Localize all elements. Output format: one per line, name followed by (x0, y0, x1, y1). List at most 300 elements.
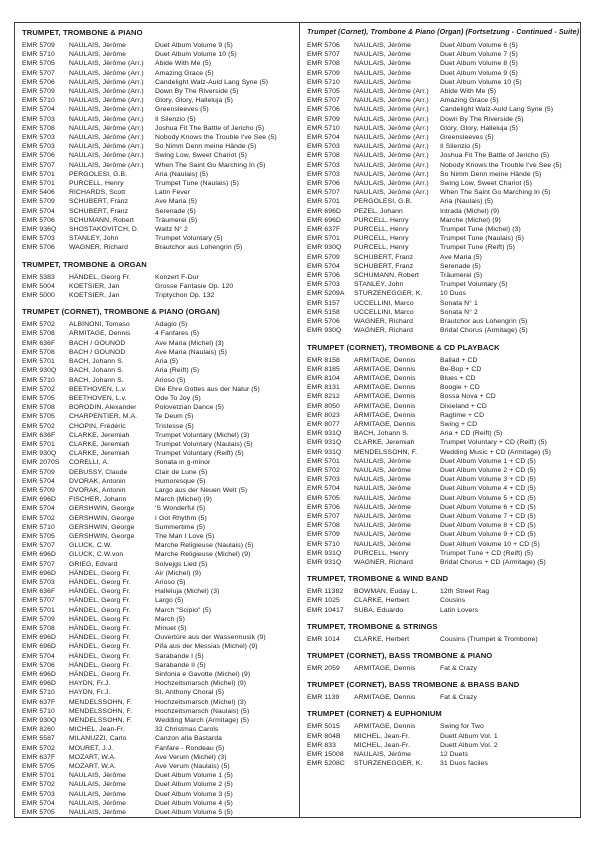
composer-name: HAYDN, Fr.J. (69, 689, 111, 697)
catalog-row (22, 394, 297, 403)
work-title: Latin Lovers (440, 606, 479, 614)
work-title: Duet Album Volume 9 + CD (5) (440, 531, 536, 539)
catalog-row (22, 587, 297, 596)
catalog-number: EMR 5708 (307, 522, 340, 530)
catalog-row (307, 289, 578, 298)
composer-name: MENDELSSOHN, F. (69, 717, 133, 725)
composer-name: BEETHOVEN, L.v. (69, 394, 127, 402)
catalog-number: EMR 5707 (22, 69, 55, 77)
work-title: Abide With Me (5) (155, 60, 212, 68)
work-title: Duet Album Volume 3 + CD (5) (440, 476, 536, 484)
work-title: 10 Duos (440, 290, 467, 298)
catalog-number: EMR 5383 (22, 273, 55, 281)
catalog-number: EMR 930Q (307, 327, 342, 335)
work-title: Il Silenzio (5) (155, 115, 196, 123)
catalog-number: EMR 5709 (22, 88, 55, 96)
composer-name: RICHARDS, Scott (69, 189, 126, 197)
composer-name: NAULAIS, Jérôme (Arr.) (69, 143, 144, 151)
catalog-row (307, 494, 578, 503)
work-title: Brautchor aus Lohengrin (5) (440, 318, 528, 326)
catalog-section (307, 343, 578, 568)
catalog-row (307, 197, 578, 206)
catalog-row (307, 41, 578, 50)
catalog-row (22, 550, 297, 559)
composer-name: CHOPIN, Frédéric (69, 422, 126, 430)
work-title: 4 Fanfares (5) (155, 330, 200, 338)
catalog-row (22, 105, 297, 114)
composer-name: MICHEL, Jean-Fr. (354, 732, 410, 740)
catalog-number: EMR 5701 (22, 606, 55, 614)
catalog-row (307, 69, 578, 78)
catalog-number: EMR 936Q (22, 226, 57, 234)
catalog-number: EMR 5000 (22, 292, 55, 300)
work-title: Intrada (Michel) (9) (440, 207, 500, 215)
catalog-row (307, 216, 578, 225)
catalog-number: EMR 5703 (22, 115, 55, 123)
catalog-row (22, 207, 297, 216)
catalog-number: EMR 696D (22, 551, 57, 559)
catalog-number: EMR 5710 (22, 51, 55, 59)
catalog-row (22, 366, 297, 375)
catalog-number: EMR 5709 (307, 115, 340, 123)
catalog-row (307, 741, 578, 750)
composer-name: GLUCK, C.W.von (69, 551, 124, 559)
work-title: Duet Album Volume 9 (5) (440, 69, 518, 77)
work-title: When The Saint Go Marching In (5) (155, 161, 266, 169)
catalog-number: EMR 5158 (307, 308, 340, 316)
work-title: Trumpet Voluntary (Naulais) (5) (155, 440, 253, 448)
composer-name: PURCELL, Henry (354, 549, 409, 557)
composer-name: STANLEY, John (69, 235, 119, 243)
catalog-number: EMR 8260 (22, 726, 55, 734)
work-title: Träumerei (5) (155, 216, 198, 224)
catalog-row (22, 725, 297, 734)
work-title: Duet Album Volume 5 (5) (155, 809, 233, 817)
composer-name: GERSHWIN, George (69, 532, 135, 540)
composer-name: SUBA, Eduardo (354, 606, 404, 614)
catalog-row (22, 670, 297, 679)
composer-name: HÄNDEL, Georg Fr. (69, 671, 131, 678)
catalog-number: EMR 804B (307, 732, 341, 740)
catalog-row (22, 170, 297, 179)
composer-name: HÄNDEL, Georg Fr. (69, 624, 131, 632)
work-title: Sonata N° 1 (440, 299, 478, 307)
work-title: Ave Maria (Naulais) (5) (155, 348, 228, 356)
catalog-row (307, 438, 578, 447)
catalog-row (22, 69, 297, 78)
work-title: Trumpet Voluntary (5) (155, 235, 223, 243)
catalog-row (22, 422, 297, 431)
catalog-row (22, 41, 297, 50)
catalog-row (307, 540, 578, 549)
catalog-number: EMR 5708 (307, 60, 340, 68)
work-title: Boogie + CD (440, 384, 480, 392)
catalog-number: EMR 5701 (22, 440, 55, 448)
work-title: Bridal Chorus + CD (Armitage) (5) (440, 558, 546, 566)
catalog-number: EMR 8050 (307, 402, 340, 410)
composer-name: PERGOLESI, G.B. (69, 170, 128, 178)
catalog-row (307, 96, 578, 105)
composer-name: NAULAIS, Jérôme (354, 78, 412, 86)
composer-name: GLUCK, C.W. (69, 542, 113, 550)
composer-name: NAULAIS, Jérôme (Arr.) (69, 60, 144, 68)
composer-name: ARMITAGE, Dennis (354, 356, 416, 364)
catalog-number: EMR 5710 (22, 376, 55, 384)
catalog-row (307, 326, 578, 335)
work-title: When The Saint Go Marching In (5) (440, 189, 551, 197)
section-header: TRUMPET (CORNET), BASS TROMBONE & PIANO (307, 650, 493, 660)
composer-name: SHOSTAKOVITCH, D. (69, 226, 139, 234)
catalog-row (22, 698, 297, 707)
catalog-number: EMR 5702 (22, 781, 55, 789)
composer-name: NAULAIS, Jérôme (354, 69, 412, 77)
composer-name: BACH / GOUNOD (69, 348, 126, 356)
work-title: Bossa Nova + CD (440, 393, 496, 401)
composer-name: FISCHER, Johann (69, 496, 127, 504)
catalog-number: EMR 5707 (307, 512, 340, 520)
composer-name: HÄNDEL, Georg Fr. (69, 643, 131, 651)
catalog-number: EMR 5705 (22, 809, 55, 817)
composer-name: NAULAIS, Jérôme (354, 540, 412, 548)
catalog-row (307, 142, 578, 151)
work-title: St. Anthony Choral (5) (155, 689, 225, 697)
work-title: Ave Verum (Naulais) (5) (155, 763, 230, 771)
work-title: Aria (Naulais) (5) (440, 198, 494, 206)
catalog-row (307, 280, 578, 289)
composer-name: NAULAIS, Jérôme (Arr.) (69, 106, 144, 114)
work-title: 12th Street Rag (440, 588, 490, 596)
work-title: Sarabande I (5) (155, 652, 204, 660)
composer-name: SCHUBERT, Franz (354, 262, 414, 270)
composer-name: MOZART, W.A. (69, 753, 117, 761)
composer-name: MILANUZZI, Carlo (69, 735, 127, 743)
work-title: Cousins (Trumpet & Trombone) (440, 635, 538, 643)
catalog-number: EMR 5704 (307, 485, 340, 493)
work-title: Duet Album Volume 10 + CD (5) (440, 540, 540, 548)
composer-name: HÄNDEL, Georg Fr. (69, 606, 131, 614)
catalog-row (22, 234, 297, 243)
catalog-number: EMR 5701 (22, 170, 55, 178)
composer-name: HÄNDEL, Georg Fr. (69, 615, 131, 623)
work-title: 31 Duos faciles (440, 760, 488, 768)
catalog-number: EMR 5705 (307, 494, 340, 502)
catalog-number: EMR 5704 (307, 134, 340, 142)
catalog-row (22, 412, 297, 421)
work-title: Serenade (5) (440, 262, 481, 270)
composer-name: WAGNER, Richard (354, 327, 414, 335)
section-header: TRUMPET, TROMBONE & PIANO (22, 28, 143, 37)
work-title: Amazing Grace (5) (155, 69, 214, 77)
catalog-row (307, 188, 578, 197)
catalog-number: EMR 5709 (22, 468, 55, 476)
catalog-number: EMR 5706 (307, 42, 340, 49)
composer-name: CLARKE, Jeremiah (69, 431, 130, 439)
composer-name: UCCELLINI, Marco (354, 308, 414, 316)
work-title: Trumpet Tune (Naulais) (5) (155, 180, 239, 188)
work-title: Sonata N° 2 (440, 308, 478, 316)
catalog-row (22, 376, 297, 385)
work-title: Duet Album Volume 8 + CD (5) (440, 522, 536, 530)
catalog-row (307, 299, 578, 308)
work-title: Marche Religieuse (Naulais) (5) (155, 542, 254, 550)
work-title: March "Scipio" (5) (155, 606, 212, 614)
catalog-row (307, 587, 578, 596)
catalog-row (307, 635, 578, 644)
work-title: Greensleeves (5) (155, 106, 209, 114)
composer-name: NAULAIS, Jérôme (354, 476, 412, 484)
catalog-row (22, 348, 297, 357)
catalog-number: EMR 5701 (22, 358, 55, 366)
composer-name: CLARKE, Herbert (354, 597, 410, 605)
catalog-row (307, 693, 578, 702)
catalog-row (307, 466, 578, 475)
composer-name: NAULAIS, Jérôme (354, 751, 412, 758)
catalog-row (22, 560, 297, 569)
composer-name: NAULAIS, Jérôme (Arr.) (354, 170, 429, 178)
work-title: Tristesse (5) (155, 422, 194, 430)
work-title: Solvejgs Lied (5) (155, 560, 208, 568)
section-header: TRUMPET (CORNET), TROMBONE & PIANO (ORGAN) (22, 307, 220, 317)
composer-name: MICHEL, Jean-Fr. (69, 726, 125, 734)
catalog-row (22, 799, 297, 808)
work-title: Canzon alla Bastarda (155, 735, 222, 743)
catalog-row (307, 420, 578, 429)
composer-name: HÄNDEL, Georg Fr. (69, 634, 131, 642)
catalog-section (307, 680, 578, 702)
catalog-row (307, 207, 578, 216)
composer-name: PURCELL, Henry (69, 180, 124, 188)
composer-name: WAGNER, Richard (69, 244, 129, 252)
catalog-row (307, 383, 578, 392)
catalog-row (22, 151, 297, 160)
work-title: Ave Maria (5) (440, 253, 482, 261)
catalog-row (307, 225, 578, 234)
catalog-row (22, 96, 297, 105)
catalog-number: EMR 5706 (22, 661, 55, 669)
catalog-row (22, 734, 297, 743)
catalog-row (22, 679, 297, 688)
catalog-number: EMR 5702 (22, 385, 55, 393)
section-header: TRUMPET (CORNET), TROMBONE & CD PLAYBACK (307, 342, 500, 352)
catalog-row (307, 484, 578, 493)
composer-name: NAULAIS, Jérôme (Arr.) (354, 152, 429, 160)
catalog-row (22, 633, 297, 642)
catalog-number: EMR 696D (22, 671, 57, 678)
catalog-row (307, 429, 578, 438)
work-title: Swing Low, Sweet Chariot (5) (440, 180, 532, 188)
catalog-row (22, 716, 297, 725)
work-title: Cousins (440, 597, 466, 605)
catalog-number: EMR 5707 (307, 97, 340, 105)
composer-name: NAULAIS, Jérôme (Arr.) (354, 97, 429, 105)
catalog-number: EMR 931Q (307, 439, 342, 447)
catalog-number: EMR 5015 (307, 723, 340, 731)
composer-name: CLARKE, Jeremiah (69, 450, 130, 458)
composer-name: NAULAIS, Jérôme (69, 781, 127, 789)
catalog-number: EMR 5706 (307, 106, 340, 114)
composer-name: NAULAIS, Jérôme (69, 42, 127, 49)
catalog-number: EMR 5709 (307, 253, 340, 261)
work-title: Sonata in g-minor (155, 459, 211, 467)
catalog-row (22, 753, 297, 762)
catalog-column-right (299, 23, 580, 817)
catalog-number: EMR 5157 (307, 299, 340, 307)
composer-name: KOETSIER, Jan (69, 282, 120, 290)
catalog-number: EMR 5706 (307, 180, 340, 188)
catalog-number: EMR 5706 (22, 244, 55, 252)
catalog-number: EMR 5710 (307, 540, 340, 548)
work-title: Largo (5) (155, 597, 184, 605)
composer-name: CHARPENTIER, M.A. (69, 413, 138, 421)
catalog-row (22, 495, 297, 504)
catalog-number: EMR 5709 (22, 198, 55, 206)
catalog-row (307, 732, 578, 741)
work-title: Halleluja (Michel) (3) (155, 588, 220, 596)
work-title: Sinfonia e Gavotte (Michel) (9) (155, 671, 251, 678)
catalog-row (307, 78, 578, 87)
work-title: Trumpet Tune (Reift) (5) (440, 244, 516, 252)
catalog-row (22, 188, 297, 197)
catalog-number: EMR 5587 (22, 735, 55, 743)
composer-name: NAULAIS, Jérôme (354, 457, 412, 465)
catalog-row (307, 356, 578, 365)
catalog-row (307, 521, 578, 530)
catalog-row (307, 50, 578, 59)
composer-name: NAULAIS, Jérôme (69, 51, 127, 59)
catalog-row (307, 392, 578, 401)
work-title: Duet Album Volume 2 (5) (155, 781, 233, 789)
composer-name: PURCELL, Henry (354, 235, 409, 243)
composer-name: NAULAIS, Jérôme (Arr.) (354, 106, 429, 114)
catalog-number: EMR 930Q (22, 717, 57, 725)
composer-name: STURZENEGGER, K. (354, 290, 423, 298)
catalog-number: EMR 5707 (307, 51, 340, 59)
composer-name: HÄNDEL, Georg Fr. (69, 569, 131, 577)
catalog-row (307, 664, 578, 673)
work-title: Fat & Crazy (440, 694, 477, 702)
work-title: Candelight Walz-Auld Lang Syne (5) (440, 106, 554, 114)
catalog-number: EMR 5706 (22, 78, 55, 86)
catalog-number: EMR 5710 (22, 523, 55, 531)
work-title: Hochzeitsmarsch (Michel) (3) (155, 698, 247, 706)
catalog-number: EMR 833 (307, 741, 337, 749)
work-title: Waltz N° 2 (155, 226, 188, 234)
work-title: Marche (Michel) (9) (440, 216, 501, 224)
composer-name: NAULAIS, Jérôme (Arr.) (69, 88, 144, 96)
composer-name: BACH, Johann S. (354, 430, 409, 438)
work-title: Duet Album Volume 3 (5) (155, 790, 233, 798)
composer-name: NAULAIS, Jérôme (Arr.) (354, 115, 429, 123)
catalog-number: EMR 5208C (307, 760, 345, 768)
work-title: Duet Album Volume 6 (5) (440, 42, 518, 49)
catalog-section (307, 574, 578, 615)
catalog-number: EMR 696D (307, 216, 342, 224)
catalog-number: EMR 2059 (307, 664, 340, 672)
catalog-number: EMR 15008 (307, 751, 344, 758)
catalog-number: EMR 5701 (307, 198, 340, 206)
work-title: Wedding Music + CD (Armitage) (5) (440, 448, 552, 456)
catalog-number: EMR 696D (22, 680, 57, 688)
catalog-number: EMR 2070S (22, 459, 60, 467)
work-title: Largo aus der Neuen Welt (5) (155, 486, 248, 494)
work-title: Duet Album Volume 10 (5) (440, 78, 522, 86)
composer-name: CORELLI, A. (69, 459, 110, 467)
catalog-number: EMR 5709 (307, 69, 340, 77)
catalog-row (22, 449, 297, 458)
work-title: Duet Album Volume 1 + CD (5) (440, 457, 536, 465)
composer-name: STURZENEGGER, K. (354, 760, 423, 768)
composer-name: PURCELL, Henry (354, 216, 409, 224)
work-title: Swing + CD (440, 420, 478, 428)
catalog-section (307, 709, 578, 768)
composer-name: ARMITAGE, Dennis (354, 420, 416, 428)
catalog-number: EMR 5703 (307, 281, 340, 289)
catalog-row (22, 282, 297, 291)
work-title: Hochzeitsmarsch (Naulais) (5) (155, 707, 250, 715)
catalog-number: EMR 5703 (22, 235, 55, 243)
composer-name: SCHUBERT, Franz (354, 253, 414, 261)
composer-name: NAULAIS, Jérôme (Arr.) (69, 97, 144, 105)
composer-name: CLARKE, Jeremiah (69, 440, 130, 448)
catalog-row (22, 161, 297, 170)
composer-name: NAULAIS, Jérôme (Arr.) (69, 161, 144, 169)
catalog-row (22, 179, 297, 188)
work-title: Brautchor aus Lohengrin (5) (155, 244, 243, 252)
composer-name: DVORAK, Antonin (69, 486, 126, 494)
catalog-number: EMR 8185 (307, 365, 340, 373)
work-title: Fat & Crazy (440, 664, 477, 672)
catalog-number: EMR 696D (22, 569, 57, 577)
work-title: Humoresque (5) (155, 477, 206, 485)
catalog-number: EMR 5703 (22, 134, 55, 142)
catalog-row (22, 477, 297, 486)
work-title: Wedding March (Armitage) (5) (155, 717, 250, 725)
composer-name: GERSHWIN, George (69, 505, 135, 513)
catalog-row (307, 722, 578, 731)
section-header: Trumpet (Cornet), Trombone & Piano (Organ) (Fortsetzung - Continued - Suite) (307, 28, 580, 36)
work-title: Trumpet Voluntary (5) (440, 281, 508, 289)
composer-name: NAULAIS, Jérôme (354, 494, 412, 502)
composer-name: ARMITAGE, Dennis (69, 330, 131, 338)
catalog-row (22, 142, 297, 151)
work-title: Aria (5) (155, 358, 179, 366)
catalog-row (307, 317, 578, 326)
work-title: Dixieland + CD (440, 402, 487, 410)
section-header: TRUMPET, TROMBONE & STRINGS (307, 621, 438, 631)
catalog-row (307, 243, 578, 252)
work-title: So Nimm Denn meine Hände (5) (155, 143, 257, 151)
catalog-row (22, 273, 297, 282)
catalog-number: EMR 931Q (307, 558, 342, 566)
work-title: Ave Maria (Michel) (3) (155, 339, 224, 347)
catalog-row (307, 549, 578, 558)
composer-name: NAULAIS, Jérôme (Arr.) (354, 143, 429, 151)
work-title: Nobody Knows the Trouble I've See (5) (440, 161, 562, 169)
work-title: Duet Album Volume 7 (5) (440, 51, 518, 59)
work-title: Duet Album Volume 6 + CD (5) (440, 503, 536, 511)
catalog-number: EMR 5710 (22, 97, 55, 105)
catalog-row (307, 750, 578, 759)
work-title: Blues + CD (440, 374, 476, 382)
composer-name: BOWMAN, Euday L. (354, 588, 418, 596)
work-title: Hochzeitsmarsch (Michel) (9) (155, 680, 247, 688)
catalog-number: EMR 5708 (22, 404, 55, 412)
work-title: Amazing Grace (5) (440, 97, 499, 105)
composer-name: NAULAIS, Jérôme (69, 772, 127, 780)
work-title: Duett Album Vol. 1 (440, 732, 498, 740)
work-title: Sarabande II (5) (155, 661, 206, 669)
catalog-row (22, 541, 297, 550)
